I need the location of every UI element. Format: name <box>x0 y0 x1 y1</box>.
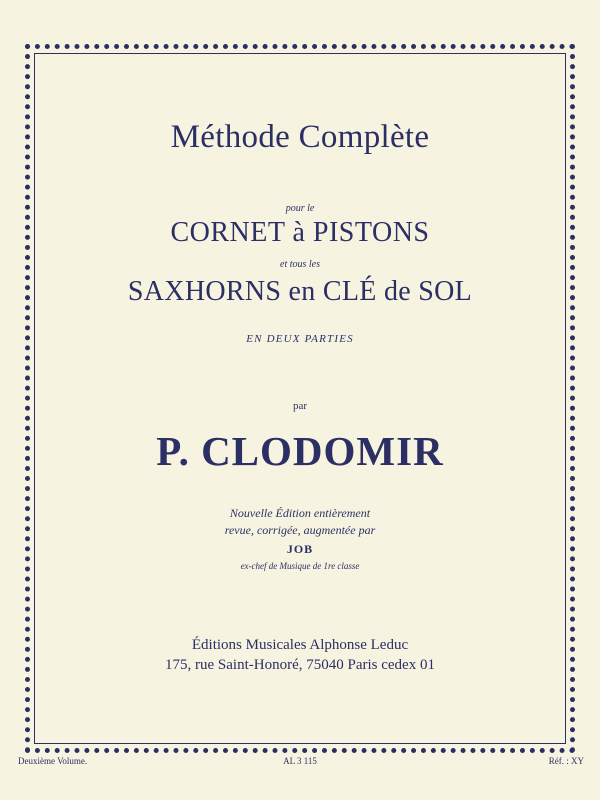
et-tous-les-text: et tous les <box>280 259 320 270</box>
publisher-address: 175, rue Saint-Honoré, 75040 Paris cedex 01 <box>165 657 435 673</box>
reference-label: Réf. : XY <box>548 756 584 766</box>
par-text: par <box>292 400 308 412</box>
instrument-title: CORNET à PISTONS <box>170 217 430 248</box>
instrument-subtitle: SAXHORNS en CLÉ de SOL <box>127 276 473 307</box>
page-title: Méthode Complète <box>170 119 430 155</box>
editor-name: JOB <box>286 542 314 556</box>
volume-label: Deuxième Volume. <box>18 756 88 766</box>
cover-page <box>34 53 566 744</box>
publisher-name: Éditions Musicales Alphonse Leduc <box>191 637 409 653</box>
catalog-number: AL 3 115 <box>283 756 317 766</box>
edition-line-2: revue, corrigée, augmentée par <box>224 523 376 537</box>
author-name: P. CLODOMIR <box>156 428 444 474</box>
pour-le-text: pour le <box>285 203 315 214</box>
editor-title: ex-chef de Musique de 1re classe <box>240 561 360 571</box>
edition-line-1: Nouvelle Édition entièrement <box>229 506 371 520</box>
parts-text: EN DEUX PARTIES <box>246 333 354 345</box>
